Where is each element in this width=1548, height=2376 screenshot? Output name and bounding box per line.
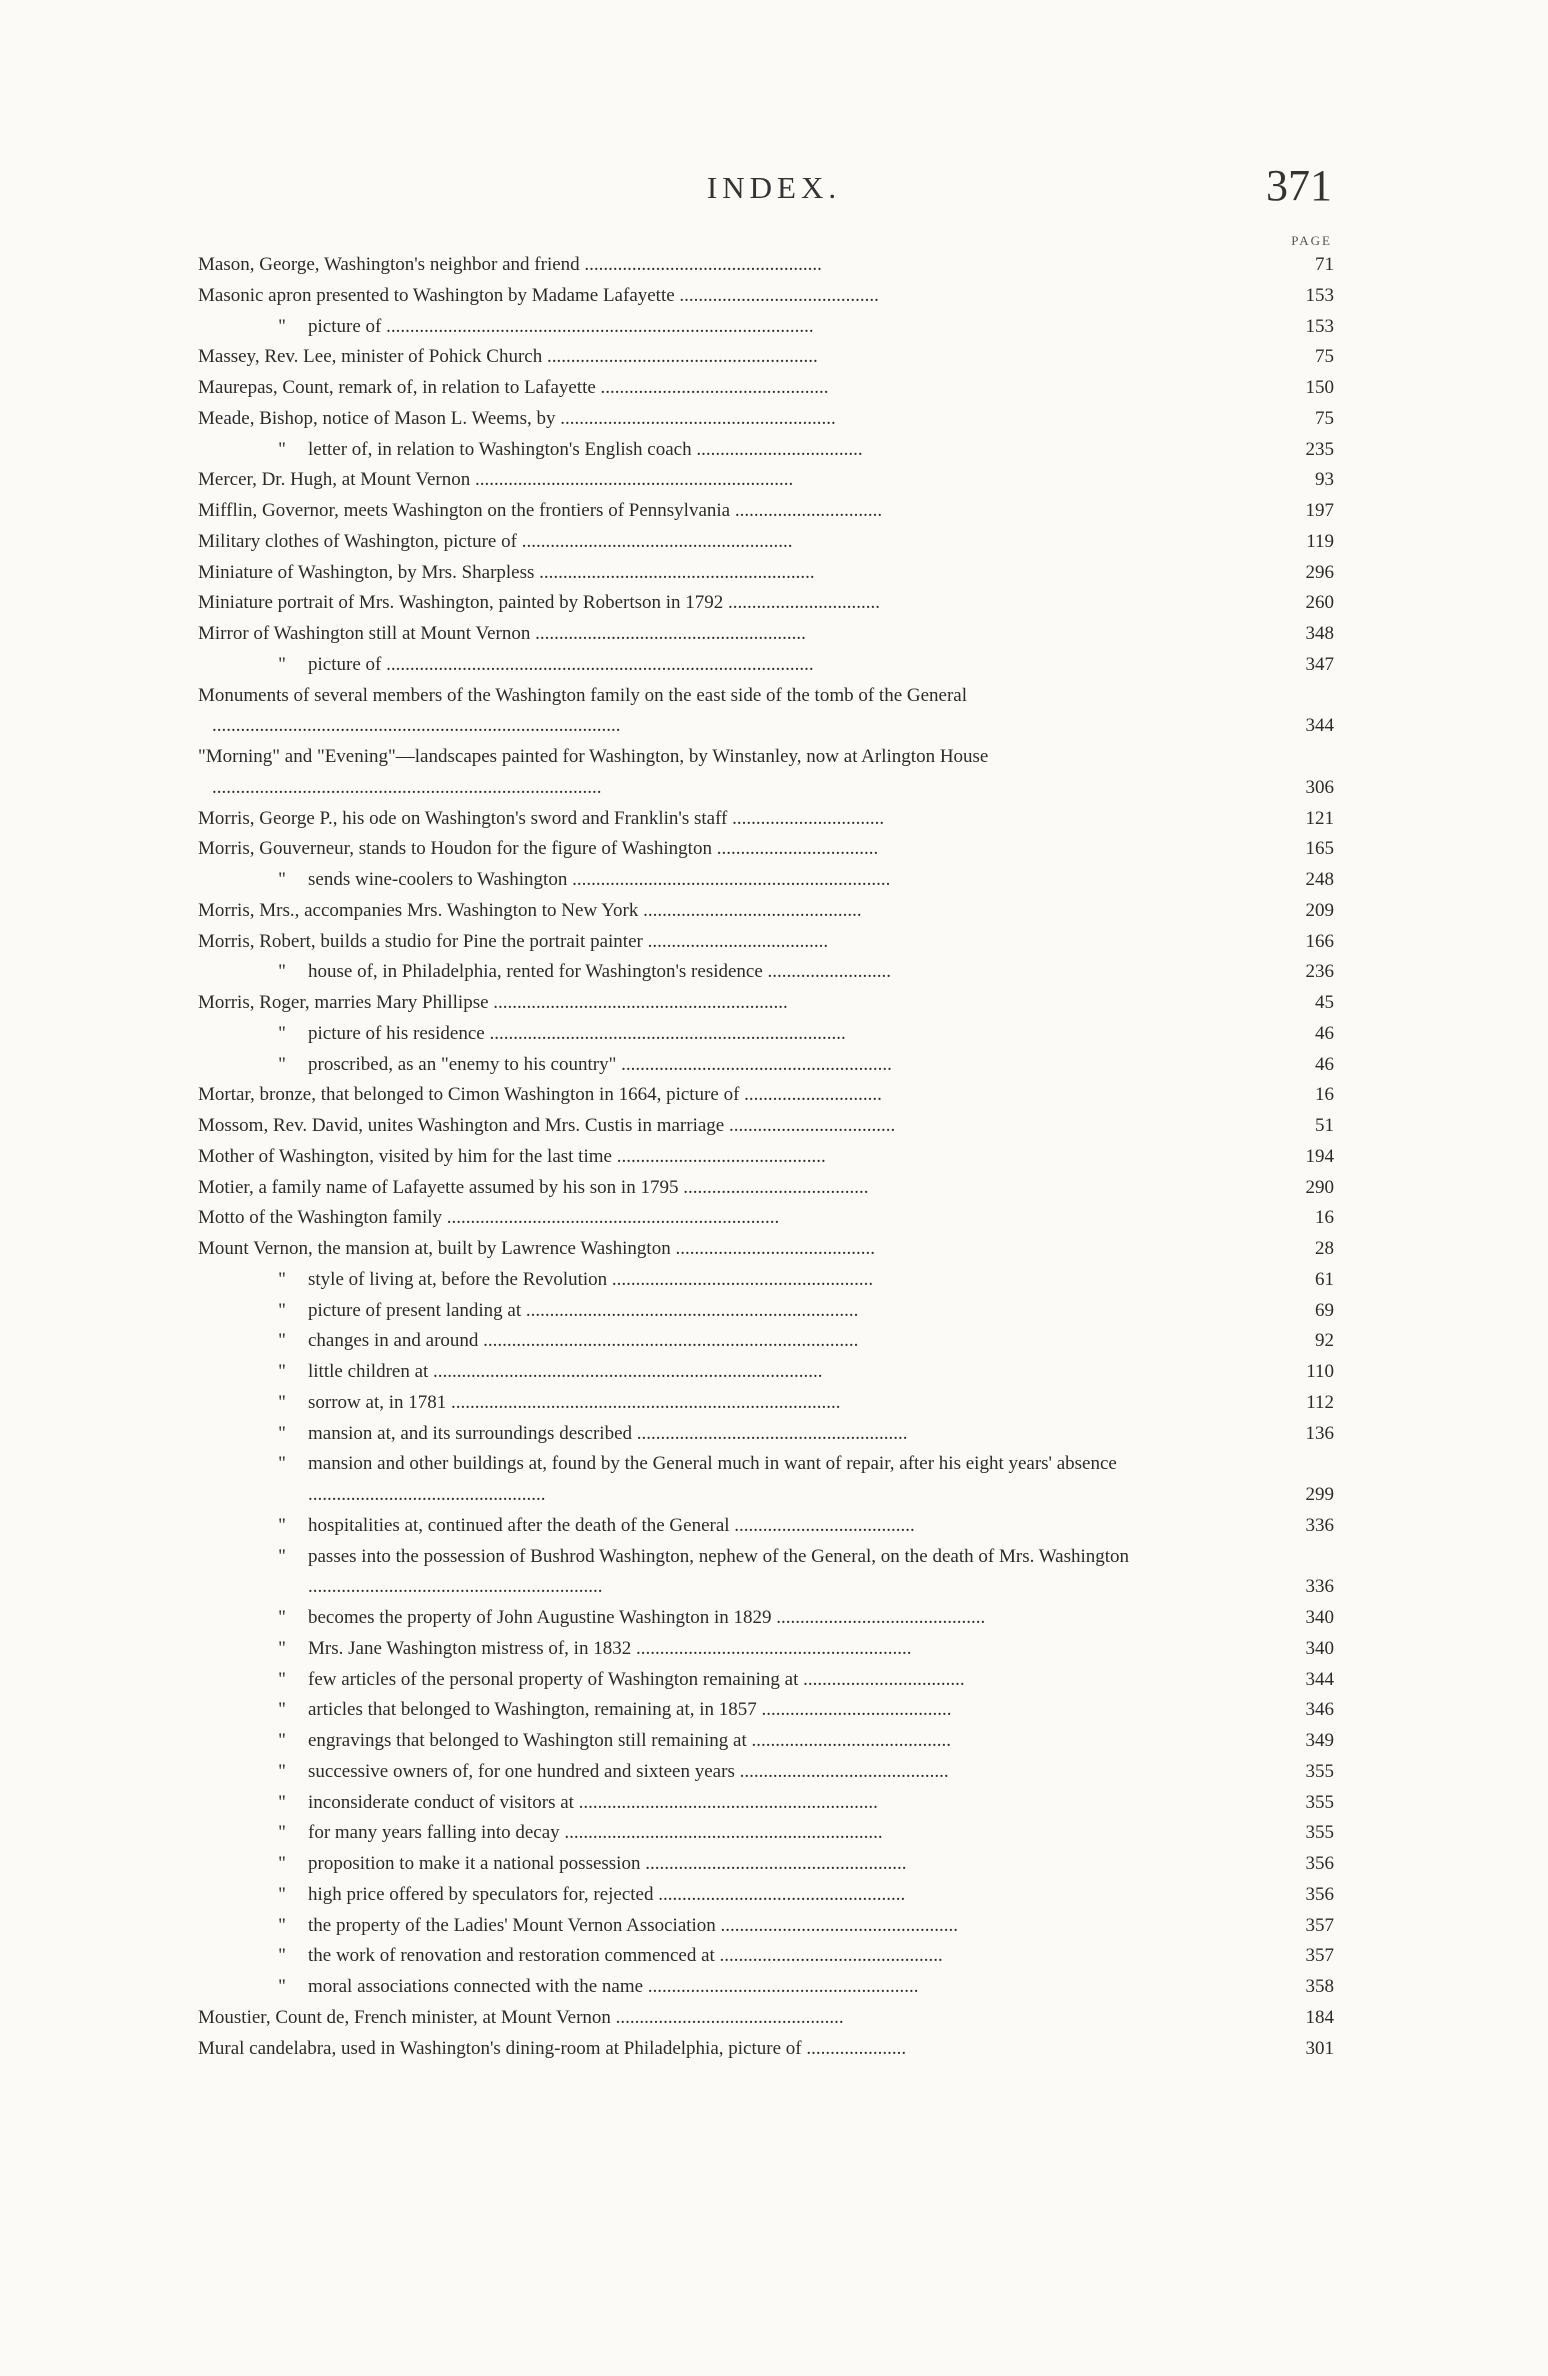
entry-page-number: 346 bbox=[1305, 1699, 1334, 1721]
ditto-mark: " bbox=[278, 1514, 286, 1536]
entry-text: moral associations connected with the name ......................................................... bbox=[308, 1976, 919, 1997]
ditto-mark: " bbox=[278, 1361, 286, 1382]
ditto-mark: " bbox=[278, 438, 286, 460]
entry-page-number: 356 bbox=[1305, 1853, 1334, 1874]
index-subentry bbox=[198, 1726, 1334, 1757]
index-entry bbox=[198, 896, 1334, 927]
index-subentry bbox=[198, 1265, 1334, 1296]
index-entry bbox=[198, 804, 1334, 835]
entry-text: Motto of the Washington family ...................................................................... bbox=[198, 1207, 780, 1229]
index-entry bbox=[198, 988, 1334, 1019]
entry-page-number: 355 bbox=[1305, 1822, 1334, 1844]
entry-text: Morris, George P., his ode on Washington's sword and Franklin's staff ................................ bbox=[198, 807, 885, 829]
entry-text: sends wine-coolers to Washington ................................................................... bbox=[308, 869, 891, 890]
index-entry bbox=[198, 588, 1334, 619]
entry-text: Mercer, Dr. Hugh, at Mount Vernon ................................................................... bbox=[198, 469, 794, 491]
entry-text: hospitalities at, continued after the death of the General ...................................... bbox=[308, 1514, 915, 1536]
entry-text: for many years falling into decay ................................................................... bbox=[308, 1822, 883, 1844]
entry-text: picture of .......................................................................................... bbox=[308, 653, 814, 675]
entry-page-number: 61 bbox=[1315, 1268, 1334, 1290]
index-subentry bbox=[198, 1388, 1334, 1419]
entry-page-number: 357 bbox=[1305, 1945, 1334, 1967]
entry-page-number: 150 bbox=[1305, 377, 1334, 398]
entry-page-number: 301 bbox=[1305, 2037, 1334, 2059]
entry-text: picture of his residence ........................................................................... bbox=[308, 1022, 846, 1044]
ditto-mark: " bbox=[278, 1422, 286, 1444]
entry-page-number: 51 bbox=[1315, 1115, 1334, 1136]
index-subentry bbox=[198, 1419, 1334, 1450]
entry-text: Military clothes of Washington, picture of ......................................................... bbox=[198, 530, 793, 552]
ditto-mark: " bbox=[278, 1299, 286, 1321]
index-entry bbox=[198, 1142, 1334, 1173]
ditto-mark: " bbox=[278, 1976, 286, 1997]
ditto-mark: " bbox=[278, 1668, 286, 1690]
entry-page-number: 235 bbox=[1305, 438, 1334, 460]
entry-text: becomes the property of John Augustine Washington in 1829 ............................................ bbox=[308, 1607, 986, 1628]
entry-page-number: 153 bbox=[1305, 284, 1334, 306]
entry-text: Moustier, Count de, French minister, at Mount Vernon ................................................ bbox=[198, 2006, 844, 2028]
index-subentry bbox=[198, 650, 1334, 681]
entry-text: proscribed, as an "enemy to his country" ......................................................... bbox=[308, 1053, 892, 1075]
entry-page-number: 299 bbox=[1305, 1484, 1334, 1505]
entry-text: little children at .................................................................................. bbox=[308, 1361, 823, 1382]
index-entry bbox=[198, 1234, 1334, 1265]
index-entry bbox=[198, 404, 1334, 435]
entry-text: Morris, Gouverneur, stands to Houdon for the figure of Washington .................................. bbox=[198, 838, 879, 860]
index-subentry bbox=[198, 1788, 1334, 1819]
index-subentry bbox=[198, 1357, 1334, 1388]
index-subentry bbox=[198, 1941, 1334, 1972]
entry-page-number: 166 bbox=[1305, 930, 1334, 952]
entry-text: Morris, Roger, marries Mary Phillipse .............................................................. bbox=[198, 992, 788, 1013]
index-subentry bbox=[198, 1050, 1334, 1081]
index-entry bbox=[198, 1173, 1334, 1204]
index-subentry bbox=[198, 1849, 1334, 1880]
index-subentry bbox=[198, 1880, 1334, 1911]
ditto-mark: " bbox=[278, 1945, 286, 1967]
ditto-mark: " bbox=[278, 1607, 286, 1628]
index-subentry bbox=[198, 1019, 1334, 1050]
ditto-mark: " bbox=[278, 1330, 286, 1352]
entry-page-number: 75 bbox=[1315, 346, 1334, 368]
entry-page-number: 340 bbox=[1305, 1637, 1334, 1659]
index-subentry bbox=[198, 1972, 1334, 2003]
entry-text: changes in and around ............................................................................... bbox=[308, 1330, 859, 1352]
entry-text: articles that belonged to Washington, remaining at, in 1857 ........................................ bbox=[308, 1699, 952, 1721]
ditto-mark: " bbox=[278, 653, 286, 675]
entry-page-number: 16 bbox=[1315, 1207, 1334, 1229]
entry-page-number: 209 bbox=[1305, 899, 1334, 921]
ditto-mark: " bbox=[278, 1053, 286, 1075]
entry-page-number: 358 bbox=[1305, 1976, 1334, 1997]
index-entry bbox=[198, 927, 1334, 958]
running-title: INDEX. bbox=[706, 170, 842, 205]
entry-text: Miniature of Washington, by Mrs. Sharpless .......................................................... bbox=[198, 561, 815, 583]
entry-text: style of living at, before the Revolution ....................................................... bbox=[308, 1268, 874, 1290]
entry-page-number: 112 bbox=[1306, 1391, 1334, 1413]
ditto-mark: " bbox=[278, 1453, 286, 1475]
entry-page-number: 260 bbox=[1305, 592, 1334, 614]
entry-page-number: 336 bbox=[1305, 1514, 1334, 1536]
entry-page-number: 153 bbox=[1305, 315, 1334, 337]
ditto-mark: " bbox=[278, 1822, 286, 1844]
entry-page-number: 340 bbox=[1305, 1607, 1334, 1628]
entry-page-number: 92 bbox=[1315, 1330, 1334, 1352]
entry-page-number: 357 bbox=[1305, 1914, 1334, 1936]
index-subentry bbox=[198, 1634, 1334, 1665]
entry-page-number: 197 bbox=[1305, 500, 1334, 521]
entry-text: Morris, Robert, builds a studio for Pine the portrait painter ...................................... bbox=[198, 930, 829, 952]
entry-page-number: 194 bbox=[1305, 1145, 1334, 1167]
entry-text: "Morning" and "Evening"—landscapes painted for Washington, by Winstanley, now at Arlington House .................................................................................. bbox=[198, 746, 989, 798]
entry-page-number: 248 bbox=[1305, 869, 1334, 890]
index-subentry bbox=[198, 1511, 1334, 1542]
entry-page-number: 71 bbox=[1315, 254, 1334, 275]
index-subentry bbox=[198, 312, 1334, 343]
ditto-mark: " bbox=[278, 1853, 286, 1874]
entry-text: letter of, in relation to Washington's English coach ................................... bbox=[308, 438, 863, 460]
entry-text: Mirror of Washington still at Mount Vernon ......................................................... bbox=[198, 623, 806, 644]
entry-text: Mossom, Rev. David, unites Washington and Mrs. Custis in marriage ................................... bbox=[198, 1115, 896, 1136]
ditto-mark: " bbox=[278, 1637, 286, 1659]
entry-text: Monuments of several members of the Washington family on the east side of the tomb of the General ...................................................................................... bbox=[198, 684, 968, 737]
entry-page-number: 110 bbox=[1306, 1361, 1334, 1382]
entry-text: Mortar, bronze, that belonged to Cimon Washington in 1664, picture of ............................. bbox=[198, 1084, 882, 1106]
entry-page-number: 45 bbox=[1315, 992, 1334, 1013]
entry-page-number: 28 bbox=[1315, 1238, 1334, 1259]
entry-text: sorrow at, in 1781 .................................................................................. bbox=[308, 1391, 841, 1413]
ditto-mark: " bbox=[278, 961, 286, 983]
entry-page-number: 119 bbox=[1306, 530, 1334, 552]
entry-text: Mother of Washington, visited by him for the last time ............................................ bbox=[198, 1145, 826, 1167]
entry-text: passes into the possession of Bushrod Washington, nephew of the General, on the death of Mrs. Washington .............................................................. bbox=[308, 1545, 1130, 1598]
index-entry bbox=[198, 834, 1334, 865]
index-entry bbox=[198, 281, 1334, 312]
index-entry bbox=[198, 2034, 1334, 2065]
entry-text: high price offered by speculators for, rejected .................................................... bbox=[308, 1883, 906, 1905]
entry-page-number: 46 bbox=[1315, 1022, 1334, 1044]
entry-page-number: 46 bbox=[1315, 1053, 1334, 1075]
entry-text: Mrs. Jane Washington mistress of, in 1832 .......................................................... bbox=[308, 1637, 912, 1659]
entry-text: Mount Vernon, the mansion at, built by Lawrence Washington .......................................... bbox=[198, 1238, 875, 1259]
entry-page-number: 348 bbox=[1305, 623, 1334, 644]
index-entry bbox=[198, 342, 1334, 373]
entry-page-number: 344 bbox=[1305, 715, 1334, 737]
ditto-mark: " bbox=[278, 1268, 286, 1290]
index-subentry bbox=[198, 1911, 1334, 1942]
entry-page-number: 356 bbox=[1305, 1883, 1334, 1905]
entry-page-number: 336 bbox=[1305, 1576, 1334, 1598]
index-entry bbox=[198, 465, 1334, 496]
ditto-mark: " bbox=[278, 869, 286, 890]
ditto-mark: " bbox=[278, 1883, 286, 1905]
entry-page-number: 75 bbox=[1315, 407, 1334, 429]
entry-page-number: 349 bbox=[1305, 1730, 1334, 1751]
entry-page-number: 355 bbox=[1305, 1760, 1334, 1782]
index-subentry bbox=[198, 1665, 1334, 1696]
entry-text: proposition to make it a national possession ....................................................... bbox=[308, 1853, 907, 1874]
entry-text: mansion and other buildings at, found by the General much in want of repair, after his eight years' absence .................................................. bbox=[308, 1453, 1117, 1505]
entry-text: Morris, Mrs., accompanies Mrs. Washington to New York .............................................. bbox=[198, 899, 862, 921]
page-column-label: PAGE bbox=[1291, 233, 1332, 248]
entry-text: few articles of the personal property of Washington remaining at .................................. bbox=[308, 1668, 965, 1690]
page-number: 371 bbox=[1266, 161, 1332, 210]
index-entry bbox=[198, 1080, 1334, 1111]
index-entry bbox=[198, 250, 1334, 281]
entry-text: picture of .......................................................................................... bbox=[308, 315, 814, 337]
entry-page-number: 306 bbox=[1305, 776, 1334, 798]
ditto-mark: " bbox=[278, 1022, 286, 1044]
entry-page-number: 296 bbox=[1305, 561, 1334, 583]
entry-text: the property of the Ladies' Mount Vernon Association .................................................. bbox=[308, 1914, 959, 1936]
ditto-mark: " bbox=[278, 1791, 286, 1813]
entry-text: Meade, Bishop, notice of Mason L. Weems, by .......................................................... bbox=[198, 407, 836, 429]
index-subentry bbox=[198, 1695, 1334, 1726]
entry-page-number: 16 bbox=[1315, 1084, 1334, 1106]
index-entry bbox=[198, 527, 1334, 558]
entry-page-number: 93 bbox=[1315, 469, 1334, 491]
entry-page-number: 121 bbox=[1305, 807, 1334, 829]
entry-page-number: 136 bbox=[1305, 1422, 1334, 1444]
entry-text: engravings that belonged to Washington still remaining at .......................................... bbox=[308, 1730, 951, 1751]
ditto-mark: " bbox=[278, 1914, 286, 1936]
index-entry bbox=[198, 496, 1334, 527]
index-entry bbox=[198, 681, 1334, 743]
entry-text: Mural candelabra, used in Washington's dining-room at Philadelphia, picture of ..................... bbox=[198, 2037, 907, 2059]
index-entry bbox=[198, 619, 1334, 650]
index-subentry bbox=[198, 865, 1334, 896]
entry-text: house of, in Philadelphia, rented for Washington's residence .......................... bbox=[308, 961, 892, 983]
index-entry bbox=[198, 558, 1334, 589]
entry-page-number: 184 bbox=[1305, 2006, 1334, 2028]
entry-text: the work of renovation and restoration commenced at ............................................... bbox=[308, 1945, 943, 1967]
ditto-mark: " bbox=[278, 1699, 286, 1721]
ditto-mark: " bbox=[278, 1760, 286, 1782]
index-subentry bbox=[198, 1449, 1334, 1511]
entry-page-number: 347 bbox=[1305, 653, 1334, 675]
index-subentry bbox=[198, 435, 1334, 466]
entry-page-number: 165 bbox=[1305, 838, 1334, 860]
index-subentry bbox=[198, 1326, 1334, 1357]
index-subentry bbox=[198, 1757, 1334, 1788]
entry-page-number: 344 bbox=[1305, 1668, 1334, 1690]
index-entry bbox=[198, 373, 1334, 404]
index-entry bbox=[198, 2003, 1334, 2034]
entry-text: Mifflin, Governor, meets Washington on the frontiers of Pennsylvania ............................... bbox=[198, 500, 883, 521]
entry-text: mansion at, and its surroundings described ......................................................... bbox=[308, 1422, 908, 1444]
ditto-mark: " bbox=[278, 1545, 286, 1567]
entry-page-number: 290 bbox=[1305, 1176, 1334, 1198]
index-entry bbox=[198, 1203, 1334, 1234]
entry-text: picture of present landing at ...................................................................... bbox=[308, 1299, 859, 1321]
ditto-mark: " bbox=[278, 1730, 286, 1751]
entry-page-number: 355 bbox=[1305, 1791, 1334, 1813]
index-entries bbox=[198, 250, 1334, 2064]
index-subentry bbox=[198, 1818, 1334, 1849]
entry-text: successive owners of, for one hundred and sixteen years ............................................ bbox=[308, 1760, 949, 1782]
entry-text: Motier, a family name of Lafayette assumed by his son in 1795 ....................................... bbox=[198, 1176, 869, 1198]
index-subentry bbox=[198, 957, 1334, 988]
index-subentry bbox=[198, 1296, 1334, 1327]
index-entry bbox=[198, 742, 1334, 804]
entry-page-number: 236 bbox=[1305, 961, 1334, 983]
entry-text: Miniature portrait of Mrs. Washington, painted by Robertson in 1792 ................................ bbox=[198, 592, 881, 614]
index-entry bbox=[198, 1111, 1334, 1142]
entry-text: Maurepas, Count, remark of, in relation to Lafayette ................................................ bbox=[198, 377, 829, 398]
entry-page-number: 69 bbox=[1315, 1299, 1334, 1321]
entry-text: inconsiderate conduct of visitors at ............................................................... bbox=[308, 1791, 878, 1813]
ditto-mark: " bbox=[278, 315, 286, 337]
index-subentry bbox=[198, 1542, 1334, 1604]
ditto-mark: " bbox=[278, 1391, 286, 1413]
entry-text: Mason, George, Washington's neighbor and friend .................................................. bbox=[198, 254, 822, 275]
entry-text: Massey, Rev. Lee, minister of Pohick Church ......................................................... bbox=[198, 346, 818, 368]
entry-text: Masonic apron presented to Washington by Madame Lafayette .......................................... bbox=[198, 284, 879, 306]
index-subentry bbox=[198, 1603, 1334, 1634]
